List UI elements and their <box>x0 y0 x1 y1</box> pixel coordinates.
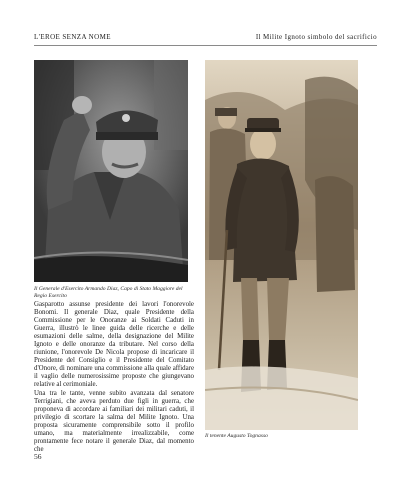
body-paragraph-2: Una tra le tante, venne subito avanzata dal senatore Terrigiani, che aveva perduto due figli in guerra, che proponeva di accordare ai familiari dei militari caduti, il privilegio di scortare la salma del Milite Ignoto. Una proposta sicuramente comprensibile sotto il profilo umano, ma materialmente irrealizzabile, come prontamente fece notare il generale Diaz, dal momento che <box>34 389 194 453</box>
photo-tenente-tognasso-image <box>205 60 358 430</box>
header-chapter-title: Il Milite Ignoto simbolo del sacrificio <box>255 33 377 41</box>
photo-general-diaz-image <box>34 60 188 282</box>
body-text-column <box>34 301 194 454</box>
page-number: 56 <box>34 452 42 461</box>
caption-tenente-tognasso: Il tenente Augusto Tognasso <box>205 433 268 439</box>
caption-general-diaz: Il Generale d'Esercito Armando Diaz, Capo di Stato Maggiore del Regio Esercito <box>34 286 183 300</box>
photo-general-diaz <box>34 60 188 282</box>
header-rule <box>34 45 377 46</box>
body-paragraph-1: Gasparotto assunse presidente dei lavori l'onorevole Bonomi. Il generale Diaz, quale Presidente della Commissione per le Onoranze ai Soldati Caduti in Guerra, illustrò le linee guida delle ricerche e delle esumazioni delle salme, della designazione del Milite Ignoto e delle onoranze da tributare. Nel corso della riunione, l'onorevole De Nicola propose di incaricare il Presidente del Consiglio e il Presidente del Comitato d'Onore, di nominare una commissione alla quale affidare il vaglio delle numerosissime proposte che giungevano relative al cerimoniale. <box>34 301 194 389</box>
header-book-title: L'EROE SENZA NOME <box>34 33 111 41</box>
photo-tenente-tognasso <box>205 60 358 430</box>
running-header <box>34 33 377 45</box>
